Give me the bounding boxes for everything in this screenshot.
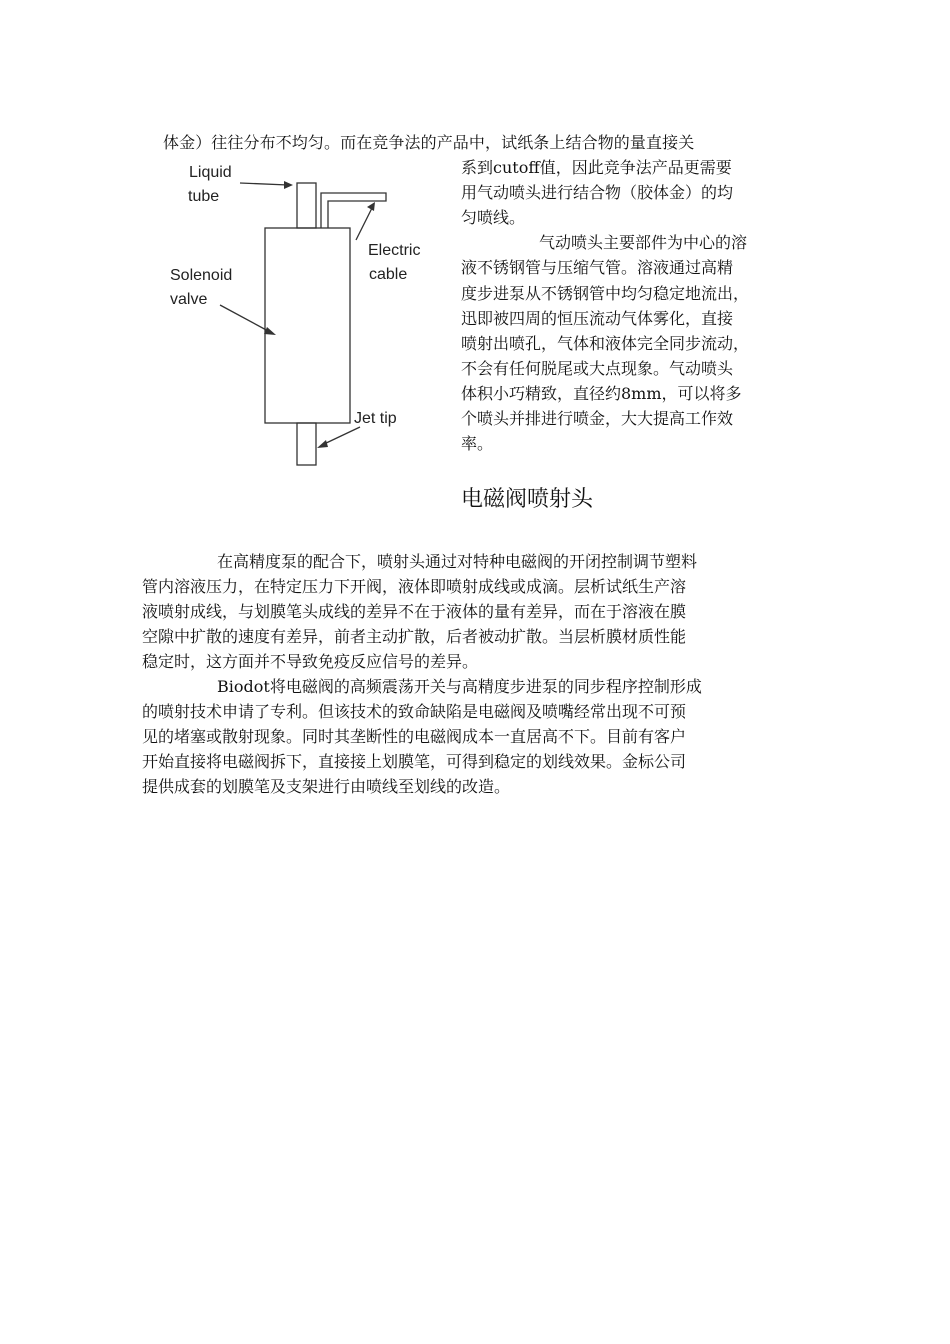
valve-body-shape: [265, 228, 350, 423]
body-line: 提供成套的划膜笔及支架进行由喷线至划线的改造。: [142, 777, 511, 796]
body-line: 在高精度泵的配合下，喷射头通过对特种电磁阀的开闭控制调节塑料: [217, 552, 698, 571]
right-column-line: 个喷头并排进行喷金，大大提高工作效: [461, 409, 734, 428]
right-column-line: 迅即被四周的恒压流动气体雾化，直接: [461, 309, 734, 328]
right-column-line: 系到cutoff值，因此竞争法产品更需要: [461, 158, 732, 177]
jet-tip-shape: [297, 423, 316, 465]
electric-cable-shape: [321, 193, 386, 228]
right-column-line: 不会有任何脱尾或大点现象。气动喷头: [461, 359, 734, 378]
body-line: 稳定时，这方面并不导致免疫反应信号的差异。: [142, 652, 479, 671]
right-column-line: 用气动喷头进行结合物（胶体金）的均: [461, 183, 734, 202]
right-column-line: 喷射出喷孔，气体和液体完全同步流动，: [461, 334, 750, 353]
body-line: 见的堵塞或散射现象。同时其垄断性的电磁阀成本一直居高不下。目前有客户: [142, 727, 687, 746]
body-line: 开始直接将电磁阀拆下，直接接上划膜笔，可得到稳定的划线效果。金标公司: [142, 752, 687, 771]
right-column-line: 气动喷头主要部件为中心的溶: [539, 233, 748, 252]
right-column-line: 度步进泵从不锈钢管中均匀稳定地流出，: [461, 284, 750, 303]
label-cable: cable: [369, 266, 408, 283]
body-line: 空隙中扩散的速度有差异，前者主动扩散，后者被动扩散。当层析膜材质性能: [142, 627, 687, 646]
right-column-line: 率。: [461, 434, 494, 453]
solenoid-valve-diagram: [160, 155, 450, 470]
body-line: 液喷射成线，与划膜笔头成线的差异不在于液体的量有差异，而在于溶液在膜: [142, 602, 687, 621]
body-line: 的喷射技术申请了专利。但该技术的致命缺陷是电磁阀及喷嘴经常出现不可预: [142, 702, 687, 721]
label-solenoid: Solenoid: [170, 267, 233, 284]
body-line: Biodot将电磁阀的高频震荡开关与高精度步进泵的同步程序控制形成: [217, 677, 702, 696]
section-heading: 电磁阀喷射头: [461, 487, 594, 512]
liquid-tube-shape: [297, 183, 316, 228]
label-jet-tip: Jet tip: [354, 410, 397, 427]
right-column-line: 液不锈钢管与压缩气管。溶液通过高精: [461, 258, 734, 277]
label-electric: Electric: [368, 242, 421, 259]
label-tube: tube: [188, 188, 220, 205]
right-column-line: 体积小巧精致，直径约8mm，可以将多: [461, 384, 742, 403]
label-liquid: Liquid: [189, 164, 232, 181]
continuation-line: 体金）往往分布不均匀。而在竞争法的产品中，试纸条上结合物的量直接关: [163, 133, 695, 152]
body-line: 管内溶液压力，在特定压力下开阀，液体即喷射成线或成滴。层析试纸生产溶: [142, 577, 687, 596]
right-column-line: 匀喷线。: [461, 208, 526, 227]
label-valve: valve: [170, 291, 208, 308]
